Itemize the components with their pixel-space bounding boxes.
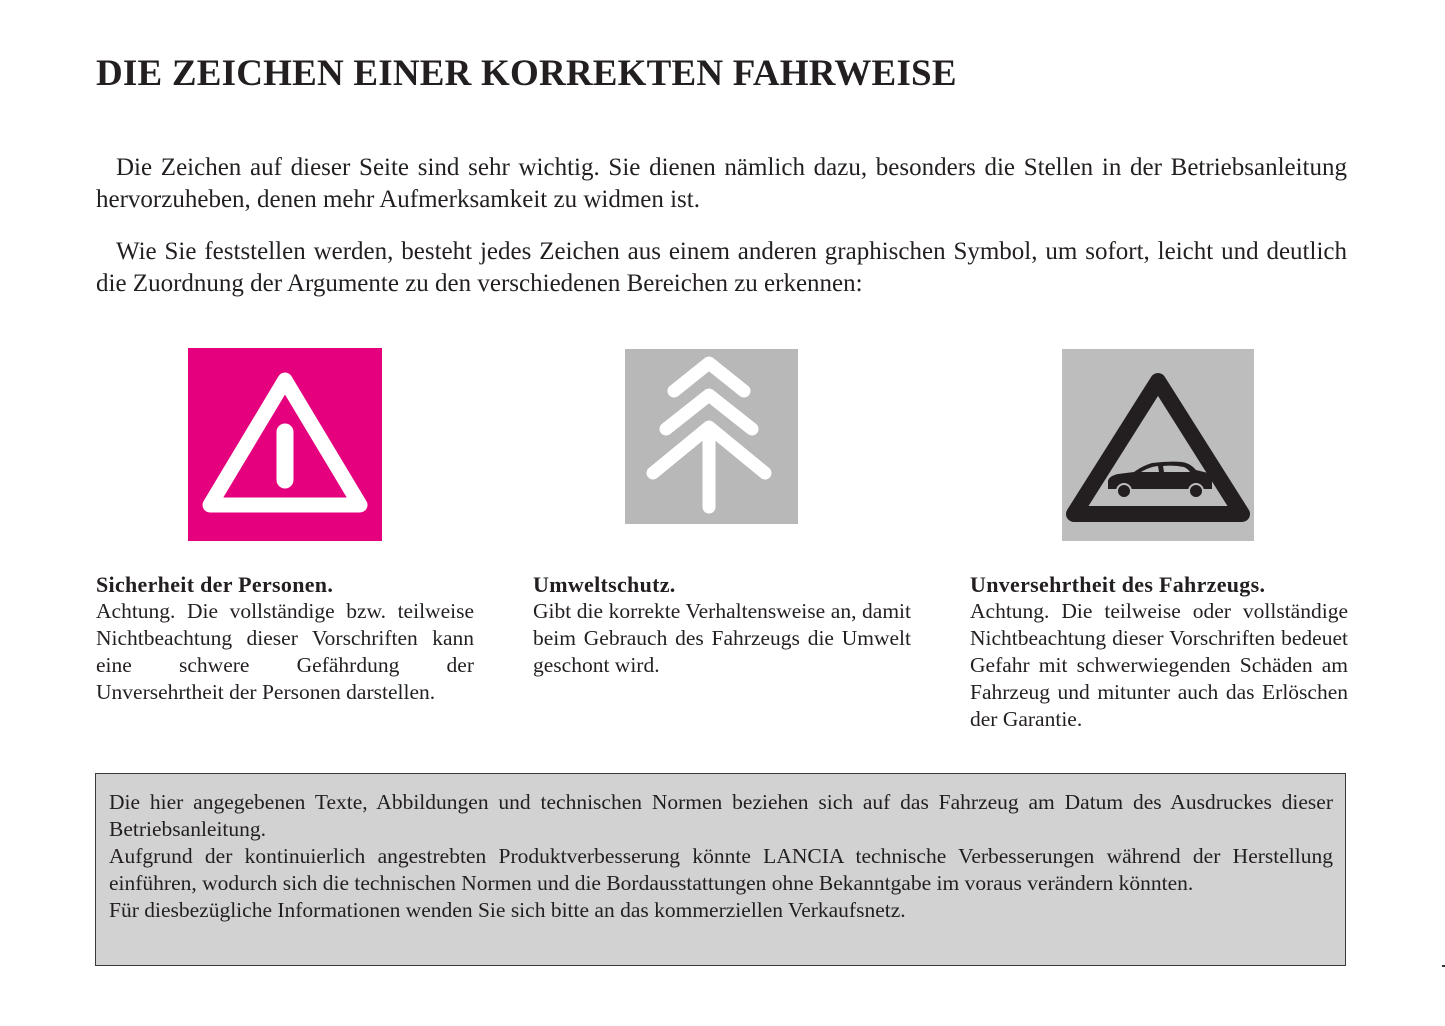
tree-arrow-icon xyxy=(625,349,798,524)
warning-triangle-icon xyxy=(188,348,382,541)
intro-paragraph-2: Wie Sie feststellen werden, besteht jedes Zeichen aus einem anderen graphischen Symbol, um sofort, leicht und deutlich die Zuordnung der Argumente zu den verschiedenen Bereichen zu erkennen: xyxy=(96,238,1347,297)
disclaimer-box xyxy=(95,773,1346,966)
sign-text: Achtung. Die vollständige bzw. teilweise Nichtbeachtung dieser Vorschriften kann eine schwere Gefährdung der Unversehrtheit der Personen darstellen. xyxy=(96,599,474,704)
sign-description-vehicle xyxy=(970,571,1348,733)
sign-description-personal-safety xyxy=(96,571,474,706)
sign-text: Gibt die korrekte Verhaltensweise an, damit beim Gebrauch des Fahrzeugs die Umwelt geschont wird. xyxy=(533,599,911,677)
disclaimer-paragraph: Aufgrund der kontinuierlich angestrebten Produktverbesserung könnte LANCIA technische Verbesserungen während der Herstellung einführen, wodurch sich die technischen Normen und die Bordausstattungen ohne Bekanntgabe im voraus verändern könnten. xyxy=(109,844,1333,895)
disclaimer-paragraph: Die hier angegebenen Texte, Abbildungen und technischen Normen beziehen sich auf das Fahrzeug am Datum des Ausdruckes dieser Betriebsanleitung. xyxy=(109,790,1333,841)
sign-heading: Sicherheit der Personen. xyxy=(96,572,334,597)
sign-heading: Umweltschutz. xyxy=(533,572,676,597)
sign-text: Achtung. Die teilweise oder vollständige Nichtbeachtung dieser Vorschriften bedeuet Gefahr mit schwerwiegenden Schäden am Fahrzeug und mitunter auch das Erlöschen der Garantie. xyxy=(970,599,1348,731)
disclaimer-paragraph: Für diesbezügliche Informationen wenden Sie sich bitte an das kommerziellen Verkaufsnetz. xyxy=(109,898,906,922)
car-warning-triangle-icon xyxy=(1062,349,1254,541)
sign-heading: Unversehrtheit des Fahrzeugs. xyxy=(970,572,1266,597)
intro-paragraph-1: Die Zeichen auf dieser Seite sind sehr wichtig. Sie dienen nämlich dazu, besonders die Stellen in der Betriebsanleitung hervorzuheben, denen mehr Aufmerksamkeit zu widmen ist. xyxy=(96,154,1347,213)
page-title: DIE ZEICHEN EINER KORREKTEN FAHRWEISE xyxy=(96,53,957,94)
sign-description-environment xyxy=(533,571,911,679)
